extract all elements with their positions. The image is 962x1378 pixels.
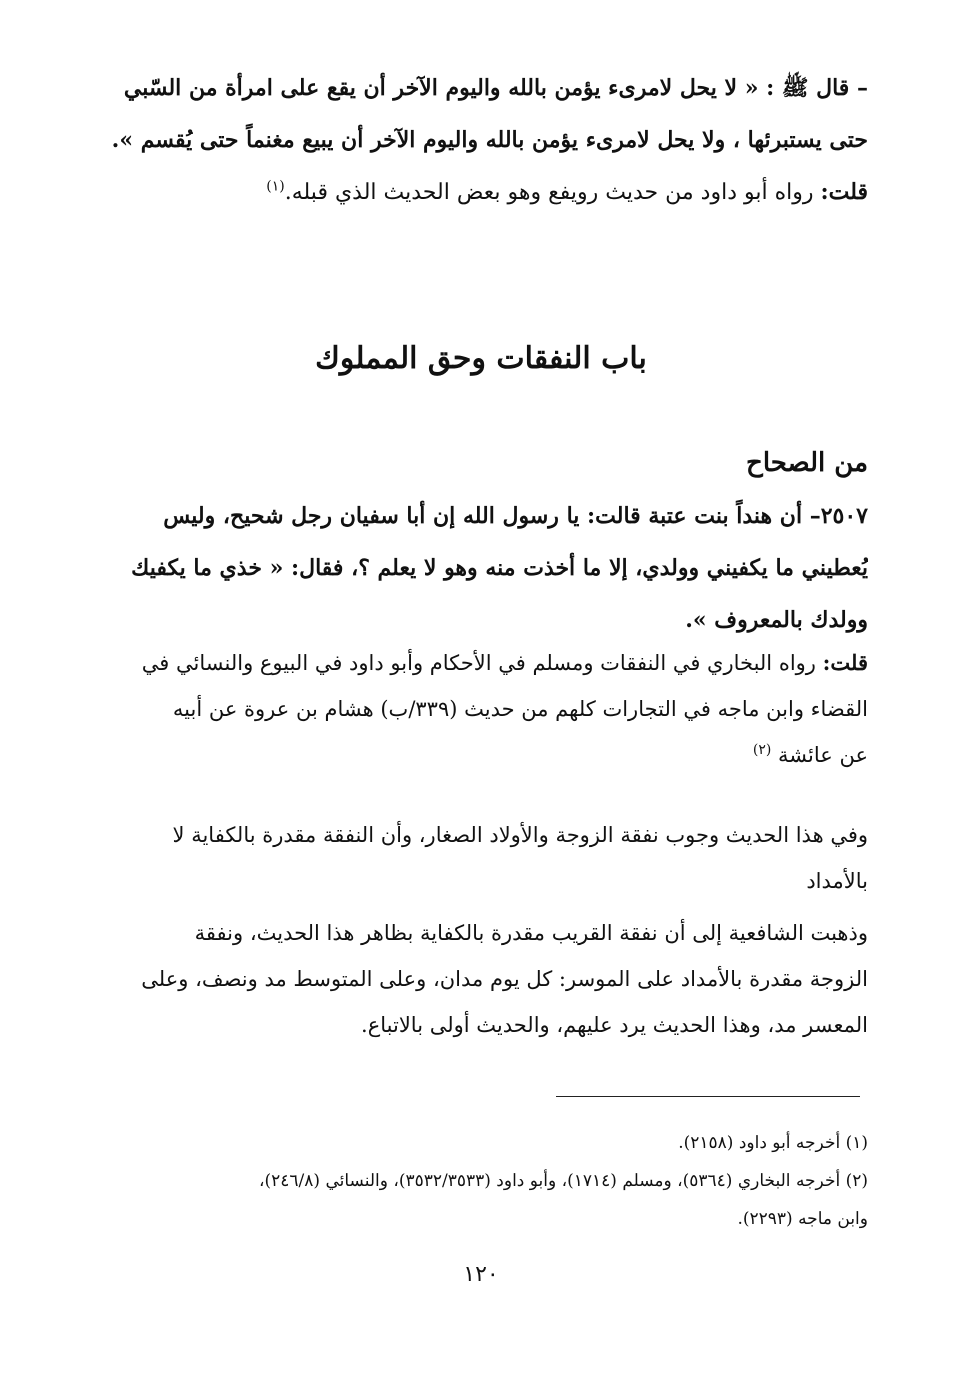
qult-label: قلت: [820, 179, 868, 205]
paragraph-3 [78, 910, 868, 1048]
section-heading: من الصحاح [746, 448, 868, 478]
paragraph-3-line-1: وذهبت الشافعية إلى أن نفقة القريب مقدرة بالكفاية بظاهر هذا الحديث، ونفقة [194, 921, 868, 945]
page-number: ١٢٠ [463, 1262, 499, 1287]
commentary-line-3-text: عن عائشة [778, 743, 868, 767]
hadith-line-1: ٢٥٠٧– أن هنداً بنت عتبة قالت: يا رسول الله إن أبا سفيان رجل شحيح، وليس [163, 503, 868, 529]
footnotes [78, 1124, 868, 1238]
paragraph-2-line-2: بالأمداد [806, 869, 868, 893]
intro-line-2: حتى يستبرئها ، ولا يحل لامرىء يؤمن بالله واليوم الآخر أن يبيع مغنماً حتى يُقسم ». [111, 127, 868, 153]
hadith-line-3: وولدك بالمعروف ». [685, 607, 868, 633]
footnote-2-line-1: (٢) أخرجه البخاري (٥٣٦٤)، ومسلم (١٧١٤)، وأبو داود (٣٥٣٢/٣٥٣٣)، والنسائي (٢٤٦/٨)، [259, 1171, 868, 1191]
paragraph-2 [78, 812, 868, 904]
qult-label: قلت: [822, 650, 868, 675]
intro-hadith [78, 62, 868, 219]
paragraph-2-line-1: وفي هذا الحديث وجوب نفقة الزوجة والأولاد الصغار، وأن النفقة مقدرة بالكفاية لا [172, 823, 868, 847]
footnote-2-line-2: وابن ماجه (٢٢٩٣). [737, 1209, 868, 1229]
commentary-line-1-text: رواه البخاري في النفقات ومسلم في الأحكام وأبو داود في البيوع والنسائي في [141, 651, 823, 675]
footnote-1: (١) أخرجه أبو داود (٢١٥٨). [678, 1133, 868, 1153]
hadith-line-2: يُعطيني ما يكفيني وولدي، إلا ما أخذت منه وهو لا يعلم ؟، فقال: « خذي ما يكفيك [131, 555, 868, 581]
commentary-line-1 [78, 640, 868, 686]
intro-line-3-text: رواه أبو داود من حديث رويفع وهو بعض الحديث الذي قبله. [284, 180, 821, 205]
hadith-2507 [78, 490, 868, 646]
footnote-ref-2[interactable]: (٢) [752, 742, 772, 758]
footnote-divider [556, 1096, 860, 1097]
intro-line-3 [78, 166, 868, 219]
commentary-line-2: القضاء وابن ماجه في التجارات كلهم من حديث (٣٣٩/ب) هشام بن عروة عن أبيه [172, 697, 868, 721]
intro-line-1: – قال ﷺ : « لا يحل لامرىء يؤمن بالله واليوم الآخر أن يقع على امرأة من السّبي [123, 75, 868, 101]
footnote-ref-1[interactable]: (١) [266, 178, 285, 195]
paragraph-3-line-3: المعسر مد، وهذا الحديث يرد عليهم، والحديث أولى بالاتباع. [361, 1013, 868, 1037]
chapter-title: باب النفقات وحق المملوك [315, 341, 647, 376]
commentary-line-3 [78, 732, 868, 778]
commentary [78, 640, 868, 778]
paragraph-3-line-2: الزوجة مقدرة بالأمداد على الموسر: كل يوم مدان، وعلى المتوسط مد ونصف، وعلى [141, 967, 868, 991]
